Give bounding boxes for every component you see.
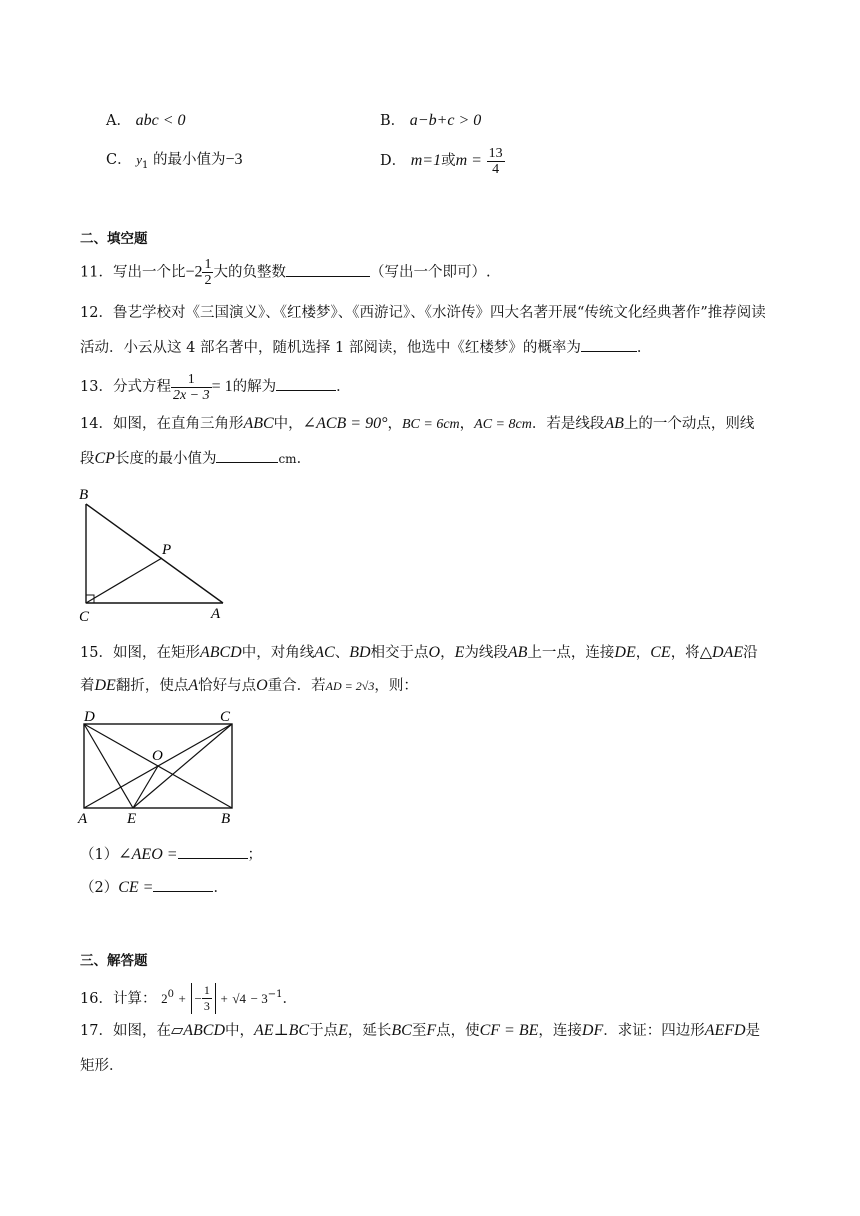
q14-ac: AC = 8cm xyxy=(474,417,532,432)
question-15-sub2 xyxy=(80,877,228,898)
section-heading-fill-blank: 二、填空题 xyxy=(80,231,148,247)
q17-f: F xyxy=(426,1022,437,1039)
q12-text: 活动．小云从这 4 部名著中，随机选择 1 部阅读，他选中《红楼梦》的概率为 xyxy=(80,340,581,356)
label-c: C xyxy=(79,609,90,625)
q13-equals: = 1 xyxy=(211,378,233,395)
q11-neg: −2 xyxy=(185,263,203,281)
q14-text: 中， xyxy=(273,416,303,432)
option-c xyxy=(106,150,243,176)
q15-o: O xyxy=(428,644,441,661)
q17-text: 于点 xyxy=(309,1023,339,1039)
q11-fraction xyxy=(202,257,213,288)
question-16 xyxy=(80,978,297,1016)
q16-base: 2 xyxy=(161,990,168,1006)
option-a xyxy=(106,111,186,131)
label-d: D xyxy=(84,709,95,725)
fraction-numerator: 13 xyxy=(488,145,503,161)
q17-text: ，延长 xyxy=(347,1023,392,1039)
option-b xyxy=(380,111,481,131)
question-13 xyxy=(80,370,351,404)
q15-bd: BD xyxy=(349,644,371,661)
q11-tail: （写出一个即可）. xyxy=(369,264,491,281)
q14-bc: BC = 6cm xyxy=(402,417,460,432)
q13-pre: 13．分式方程 xyxy=(80,379,171,395)
option-a-math: abc < 0 xyxy=(135,112,186,129)
q14-tail: ． xyxy=(296,451,312,467)
question-12-line2 xyxy=(80,337,651,358)
q15-text: 沿 xyxy=(743,645,758,661)
fraction-denominator: 2 xyxy=(204,273,212,288)
question-11 xyxy=(80,257,491,288)
answer-blank[interactable] xyxy=(276,376,336,391)
sub2-math: CE = xyxy=(118,879,154,896)
q13-tail: ． xyxy=(336,379,351,395)
q17-perp: AE⊥BC xyxy=(254,1022,310,1039)
q17-parallelogram: ▱ABCD xyxy=(170,1022,226,1039)
fraction-numerator: 1 xyxy=(171,372,212,388)
q14-abc: ABC xyxy=(243,415,274,432)
question-15-line2 xyxy=(80,676,418,696)
label-a: A xyxy=(78,811,88,827)
fraction-denominator: 4 xyxy=(492,161,500,177)
q15-rectangle-figure xyxy=(72,704,252,829)
q17-bc: BC xyxy=(391,1022,412,1039)
answer-blank[interactable] xyxy=(153,877,213,892)
q14-text: 长度的最小值为 xyxy=(114,451,217,467)
sub1-tail: ； xyxy=(247,847,263,863)
q15-ab: AB xyxy=(507,644,528,661)
fraction-numerator: 1 xyxy=(204,257,212,272)
q15-text: 上一点，连接 xyxy=(527,645,615,661)
label-o: O xyxy=(152,748,163,764)
answer-blank[interactable] xyxy=(581,337,637,352)
q15-text: 为线段 xyxy=(464,645,508,661)
q14-text: ， xyxy=(387,416,402,432)
q15-text: 中，对角线 xyxy=(241,645,315,661)
q14-ab: AB xyxy=(604,415,624,432)
q15-de: DE xyxy=(614,644,636,661)
option-d-fraction xyxy=(487,146,505,177)
question-14-line2 xyxy=(80,448,311,469)
side-ab xyxy=(86,504,223,603)
q15-text: 着 xyxy=(80,678,95,694)
q17-df: DF xyxy=(581,1022,604,1039)
q15-abcd: ABCD xyxy=(199,644,242,661)
q15-de: DE xyxy=(94,677,116,694)
q14-text: 14．如图，在直角三角形 xyxy=(80,416,244,432)
option-c-value: −3 xyxy=(225,151,243,168)
option-letter: A． xyxy=(106,113,131,129)
q15-e: E xyxy=(454,644,465,661)
option-c-var: y xyxy=(136,152,142,167)
q14-text: ．若是线段 xyxy=(531,416,605,432)
question-12-line1: 12．鲁艺学校对《三国演义》、《红楼梦》、《西游记》、《水浒传》四大名著开展“传统文化经典著作”推荐阅读 xyxy=(80,305,766,321)
q14-unit: cm xyxy=(278,452,297,466)
q14-text: 上的一个动点，则线 xyxy=(623,416,755,432)
q11-pre: 11．写出一个比 xyxy=(80,264,186,281)
option-c-sub: 1 xyxy=(142,159,149,171)
q15-a: A xyxy=(188,677,199,694)
q15-text: ，将 xyxy=(670,645,700,661)
q15-text: ， xyxy=(635,645,651,661)
q15-text: ，则： xyxy=(374,678,418,694)
q16-absolute-value xyxy=(191,983,216,1014)
option-letter: C． xyxy=(106,152,132,168)
q15-text: 相交于点 xyxy=(370,645,429,661)
q17-text: 中， xyxy=(225,1023,255,1039)
sub2-tail: ． xyxy=(213,880,228,896)
q15-ce: CE xyxy=(650,644,671,661)
q14-text: 段 xyxy=(80,451,95,467)
q16-sqrt: √4 xyxy=(232,990,247,1006)
label-c: C xyxy=(220,709,231,725)
label-b: B xyxy=(221,811,231,827)
option-d-m1: m=1 xyxy=(410,152,442,169)
q17-cf-be: CF = BE xyxy=(479,1022,539,1039)
q17-text: ，连接 xyxy=(538,1023,582,1039)
fraction-denominator: 2x − 3 xyxy=(172,387,210,403)
q16-exponent: 0 xyxy=(167,989,174,1000)
q15-text: ， xyxy=(440,645,455,661)
q16-tail: ． xyxy=(282,990,297,1007)
q14-triangle-figure xyxy=(70,480,240,625)
q17-text: 17．如图，在 xyxy=(80,1023,171,1039)
option-b-math: a−b+c > 0 xyxy=(409,112,482,129)
segment-eo xyxy=(133,766,158,808)
label-a: A xyxy=(211,606,221,622)
q15-text: 15．如图，在矩形 xyxy=(80,645,200,661)
q17-text: 点，使 xyxy=(436,1023,480,1039)
q17-text: 至 xyxy=(411,1023,427,1039)
q16-minus-three: − 3 xyxy=(250,990,268,1006)
option-letter: D． xyxy=(380,153,407,169)
question-15-sub1 xyxy=(80,844,262,865)
q16-exponent: −1 xyxy=(267,989,283,1000)
answer-blank[interactable] xyxy=(216,448,278,463)
segment-de xyxy=(84,724,133,808)
segment-cp xyxy=(86,558,162,603)
option-letter: B． xyxy=(380,113,406,129)
segment-ce xyxy=(133,724,232,808)
q15-ad: AD = 2√3 xyxy=(325,679,375,693)
question-14-line1 xyxy=(80,414,754,435)
fraction-numerator: 1 xyxy=(203,983,210,998)
q14-text: ， xyxy=(459,416,475,432)
q17-text: 是 xyxy=(745,1023,761,1039)
q15-text: 翻折，使点 xyxy=(115,678,189,694)
q17-aefd: AEFD xyxy=(704,1022,746,1039)
q16-plus: + xyxy=(178,990,186,1006)
option-d-or: 或 xyxy=(441,153,456,169)
option-d-m2: m = xyxy=(455,152,482,169)
section-heading-solve: 三、解答题 xyxy=(80,953,148,969)
question-17-line2: 矩形． xyxy=(80,1058,124,1074)
question-17-line1 xyxy=(80,1021,760,1041)
q16-minus: − xyxy=(194,991,202,1007)
q17-e: E xyxy=(338,1022,348,1039)
answer-blank[interactable] xyxy=(178,844,248,859)
q14-cp: CP xyxy=(94,450,115,467)
q15-text: 恰好与点 xyxy=(198,678,257,694)
q15-triangle: △DAE xyxy=(699,644,744,661)
sub-label: （1） xyxy=(80,847,119,863)
sub-label: （2） xyxy=(80,880,119,896)
label-e: E xyxy=(127,811,137,827)
q15-o: O xyxy=(256,677,268,694)
q16-plus: + xyxy=(220,990,228,1006)
fraction-denominator: 3 xyxy=(203,999,210,1014)
option-d xyxy=(380,144,505,178)
q14-angle: ∠ACB = 90° xyxy=(302,415,388,432)
label-b: B xyxy=(79,487,89,503)
answer-blank[interactable] xyxy=(286,262,370,277)
q17-text: ．求证：四边形 xyxy=(603,1023,705,1039)
q16-fraction xyxy=(202,983,212,1014)
q13-fraction xyxy=(171,372,212,403)
question-15-line1 xyxy=(80,643,758,663)
q11-post: 大的负整数 xyxy=(213,264,286,281)
option-c-text: 的最小值为 xyxy=(152,152,226,168)
sub1-math: ∠AEO = xyxy=(118,846,178,863)
q15-text: 、 xyxy=(334,645,350,661)
label-p: P xyxy=(162,542,172,558)
q15-ac: AC xyxy=(314,644,335,661)
q13-post: 的解为 xyxy=(232,379,277,395)
q16-pre: 16．计算： xyxy=(80,990,157,1007)
q15-text: 重合．若 xyxy=(267,678,326,694)
q12-tail: ． xyxy=(636,340,652,356)
